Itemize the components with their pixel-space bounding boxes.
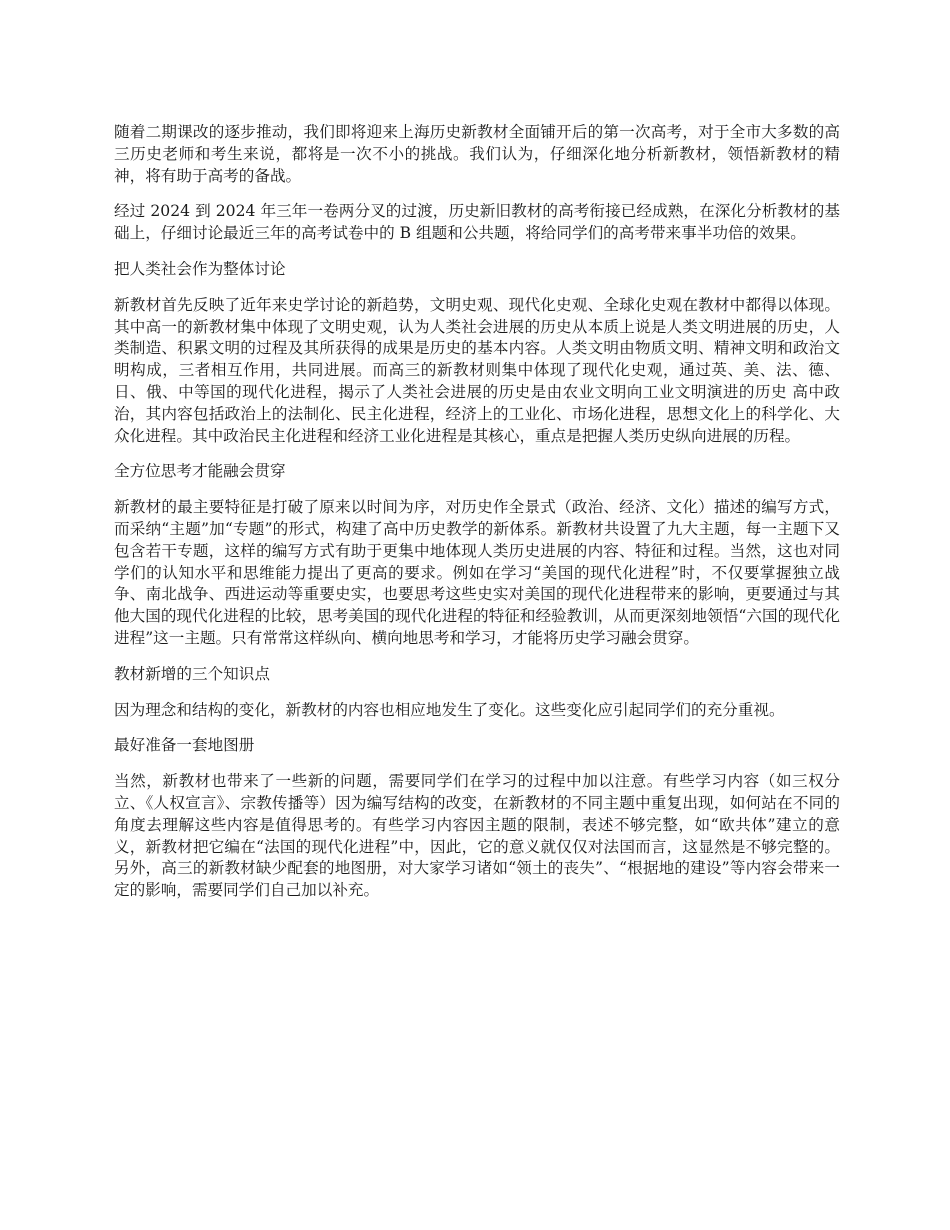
section-heading-holistic: 把人类社会作为整体讨论	[114, 259, 286, 278]
section-heading-thinking: 全方位思考才能融会贯穿	[114, 462, 286, 481]
document-body	[114, 122, 840, 916]
section-heading-new-points: 教材新增的三个知识点	[114, 664, 270, 683]
intro-paragraph: 随着二期课改的逐步推动，我们即将迎来上海历史新教材全面铺开后的第一次高考，对于全市大多数的高三历史老师和考生来说，都将是一次不小的挑战。我们认为，仔细深化地分析新教材，领悟新教材的精神，将有助于高考的备战。	[114, 123, 840, 185]
holistic-paragraph: 新教材首先反映了近年来史学讨论的新趋势，文明史观、现代化史观、全球化史观在教材中都得以体现。其中高一的新教材集中体现了文明史观，认为人类社会进展的历史从本质上说是人类文明进展的历史，人类制造、积累文明的过程及其所获得的成果是历史的基本内容。人类文明由物质文明、精神文明和政治文明构成，三者相互作用，共同进展。而高三的新教材则集中体现了现代化史观，通过英、美、法、德、日、俄、中等国的现代化进程，揭示了人类社会进展的历史是由农业文明向工业文明演进的历史 高中政治，其内容包括政治上的法制化、民主化进程，经济上的工业化、市场化进程，思想文化上的科学化、大众化进程。其中政治民主化进程和经济工业化进程是其核心，重点是把握人类历史纵向进展的历程。	[114, 295, 840, 445]
section-heading-atlas: 最好准备一套地图册	[114, 736, 255, 755]
transition-paragraph: 经过 2024 到 2024 年三年一卷两分叉的过渡，历史新旧教材的高考衔接已经成熟，在深化分析教材的基础上，仔细讨论最近三年的高考试卷中的 B 组题和公共题，将给同学们的高考带来事半功倍的效果。	[114, 202, 840, 243]
new-points-paragraph: 因为理念和结构的变化，新教材的内容也相应地发生了变化。这些变化应引起同学们的充分重视。	[114, 700, 785, 719]
atlas-paragraph: 当然，新教材也带来了一些新的问题，需要同学们在学习的过程中加以注意。有些学习内容（如三权分立、《人权宣言》、宗教传播等）因为编写结构的改变，在新教材的不同主题中重复出现，如何站在不同的角度去理解这些内容是值得思考的。有些学习内容因主题的限制，表述不够完整，如“欧共体”建立的意义，新教材把它编在“法国的现代化进程”中，因此，它的意义就仅仅对法国而言，这显然是不够完整的。另外，高三的新教材缺少配套的地图册，对大家学习诸如“领土的丧失”、“根据地的建设”等内容会带来一定的影响，需要同学们自己加以补充。	[114, 772, 840, 900]
thinking-paragraph: 新教材的最主要特征是打破了原来以时间为序，对历史作全景式（政治、经济、文化）描述的编写方式，而采纳“主题”加“专题”的形式，构建了高中历史教学的新体系。新教材共设置了九大主题，每一主题下又包含若干专题，这样的编写方式有助于更集中地体现人类历史进展的内容、特征和过程。当然，这也对同学们的认知水平和思维能力提出了更高的要求。例如在学习“美国的现代化进程”时，不仅要掌握独立战争、南北战争、西进运动等重要史实，也要思考这些史实对美国的现代化进程带来的影响，更要通过与其他大国的现代化进程的比较，思考美国的现代化进程的特征和经验教训，从而更深刻地领悟“六国的现代化进程”这一主题。只有常常这样纵向、横向地思考和学习，才能将历史学习融会贯穿。	[114, 498, 840, 647]
